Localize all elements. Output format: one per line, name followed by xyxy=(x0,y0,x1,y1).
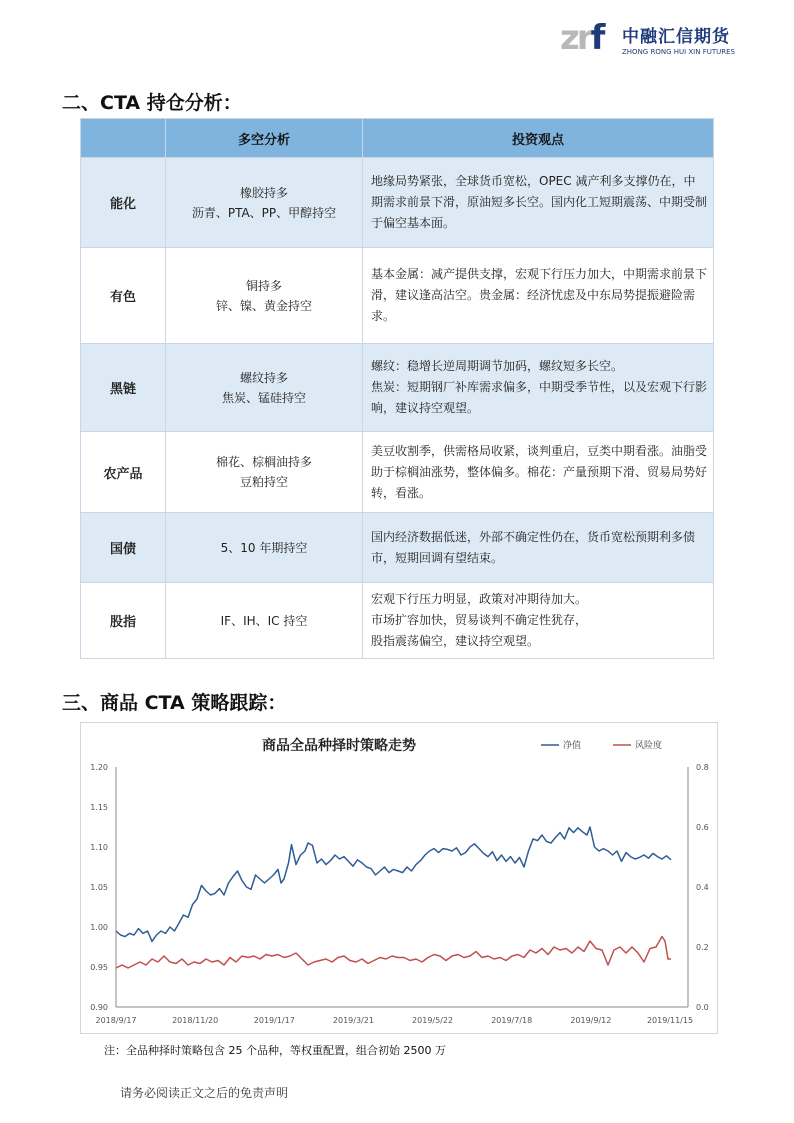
header-cell-view: 投资观点 xyxy=(363,119,714,158)
chart-note: 注：全品种择时策略包含 25 个品种，等权重配置，组合初始 2500 万 xyxy=(104,1044,446,1057)
chart-title: 商品全品种择时策略走势 xyxy=(262,738,416,754)
category-cell: 国债 xyxy=(81,513,166,583)
table-row xyxy=(81,344,714,432)
x-tick-label: 2019/9/12 xyxy=(570,1016,612,1025)
y-left-tick-label: 1.05 xyxy=(90,883,108,892)
position-line: 5、10 年期持空 xyxy=(220,540,308,555)
view-line: 市场扩容加快，贸易谈判不确定性犹存， xyxy=(371,613,588,627)
position-cell xyxy=(166,158,363,248)
table-row xyxy=(81,432,714,513)
view-line: 股指震荡偏空，建议持空观望。 xyxy=(371,634,540,648)
section-title-strategy-tracking: 三、商品 CTA 策略跟踪： xyxy=(62,692,287,714)
view-cell xyxy=(363,513,714,583)
disclaimer-footer: 请务必阅读正文之后的免责声明 xyxy=(120,1086,289,1100)
logo-english-name: ZHONG RONG HUI XIN FUTURES xyxy=(622,48,735,56)
y-left-tick-label: 0.90 xyxy=(90,1003,108,1012)
view-line: 螺纹：稳增长逆周期调节加码，螺纹短多长空。 xyxy=(371,359,624,373)
x-tick-label: 2018/9/17 xyxy=(95,1016,137,1025)
position-cell xyxy=(166,248,363,344)
strategy-chart xyxy=(80,722,718,1034)
nav-series-line xyxy=(116,827,671,941)
x-tick-label: 2019/3/21 xyxy=(332,1016,374,1025)
position-line: 铜持多 xyxy=(245,278,282,293)
category-cell: 能化 xyxy=(81,158,166,248)
view-line: 国内经济数据低迷，外部不确定性仍在，货币宽松预期利多债市，短期回调有望结束。 xyxy=(371,529,696,565)
risk-series-line xyxy=(116,937,671,969)
position-line: IF、IH、IC 持空 xyxy=(220,613,308,628)
table-body xyxy=(81,158,714,659)
y-right-tick-label: 0.4 xyxy=(696,883,709,892)
position-line: 豆粕持空 xyxy=(239,475,288,489)
view-cell xyxy=(363,344,714,432)
y-left-tick-label: 1.15 xyxy=(90,803,108,812)
header-cell-category xyxy=(81,119,166,158)
y-left-tick-label: 0.95 xyxy=(90,963,108,972)
y-left-tick-label: 1.10 xyxy=(90,843,108,852)
cta-position-table xyxy=(80,118,714,659)
x-tick-label: 2018/11/20 xyxy=(172,1016,219,1025)
y-right-tick-label: 0.6 xyxy=(696,823,709,832)
logo-chinese-name: 中融汇信期货 xyxy=(622,27,730,47)
logo-mark: zrf xyxy=(560,18,603,58)
position-cell xyxy=(166,583,363,659)
section-title-cta-position: 二、CTA 持仓分析： xyxy=(62,92,242,114)
y-left-tick-label: 1.00 xyxy=(90,923,108,932)
view-cell xyxy=(363,248,714,344)
legend-label-risk: 风险度 xyxy=(635,741,663,751)
position-line: 螺纹持多 xyxy=(239,370,288,385)
view-line: 宏观下行压力明显，政策对冲期待加大。 xyxy=(371,592,588,606)
table-row xyxy=(81,513,714,583)
company-logo xyxy=(560,16,760,66)
category-cell: 有色 xyxy=(81,248,166,344)
position-cell xyxy=(166,513,363,583)
header-cell-long-short: 多空分析 xyxy=(166,119,363,158)
position-cell xyxy=(166,344,363,432)
position-line: 橡胶持多 xyxy=(239,185,288,200)
y-right-tick-label: 0.0 xyxy=(696,1003,709,1012)
position-line: 锌、镍、黄金持空 xyxy=(215,298,312,313)
table-header-row xyxy=(81,119,714,158)
category-cell: 黑链 xyxy=(81,344,166,432)
table-row xyxy=(81,248,714,344)
position-line: 沥青、PTA、PP、甲醇持空 xyxy=(191,205,337,220)
category-cell: 股指 xyxy=(81,583,166,659)
x-tick-label: 2019/7/18 xyxy=(491,1016,533,1025)
x-tick-label: 2019/1/17 xyxy=(253,1016,295,1025)
view-cell xyxy=(363,158,714,248)
position-line: 焦炭、锰硅持空 xyxy=(221,390,306,405)
legend-label-nav: 净值 xyxy=(563,741,582,751)
table-row xyxy=(81,583,714,659)
view-cell xyxy=(363,432,714,513)
position-cell xyxy=(166,432,363,513)
x-tick-label: 2019/5/22 xyxy=(412,1016,454,1025)
view-line: 地缘局势紧张，全球货币宽松，OPEC 减产利多支撑仍在，中期需求前景下滑，原油短多长空。国内化工短期震荡、中期受制于偏空基本面。 xyxy=(371,174,708,230)
view-line: 美豆收割季，供需格局收紧，谈判重启，豆类中期看涨。油脂受助于棕榈油涨势，整体偏多。棉花：产量预期下滑、贸易局势好转，看涨。 xyxy=(371,443,708,500)
strategy-chart-svg xyxy=(81,723,717,1033)
y-left-tick-label: 1.20 xyxy=(90,763,108,772)
position-line: 棉花、棕榈油持多 xyxy=(215,455,312,469)
view-cell xyxy=(363,583,714,659)
y-right-tick-label: 0.8 xyxy=(696,763,709,772)
view-line: 基本金属：减产提供支撑，宏观下行压力加大，中期需求前景下滑，建议逢高沽空。贵金属：经济忧虑及中东局势提振避险需求。 xyxy=(371,267,708,323)
y-right-tick-label: 0.2 xyxy=(696,943,709,952)
view-line: 焦炭：短期钢厂补库需求偏多，中期受季节性，以及宏观下行影响，建议持空观望。 xyxy=(371,380,708,415)
table-row xyxy=(81,158,714,248)
x-tick-label: 2019/11/15 xyxy=(646,1016,694,1025)
category-cell: 农产品 xyxy=(81,432,166,513)
